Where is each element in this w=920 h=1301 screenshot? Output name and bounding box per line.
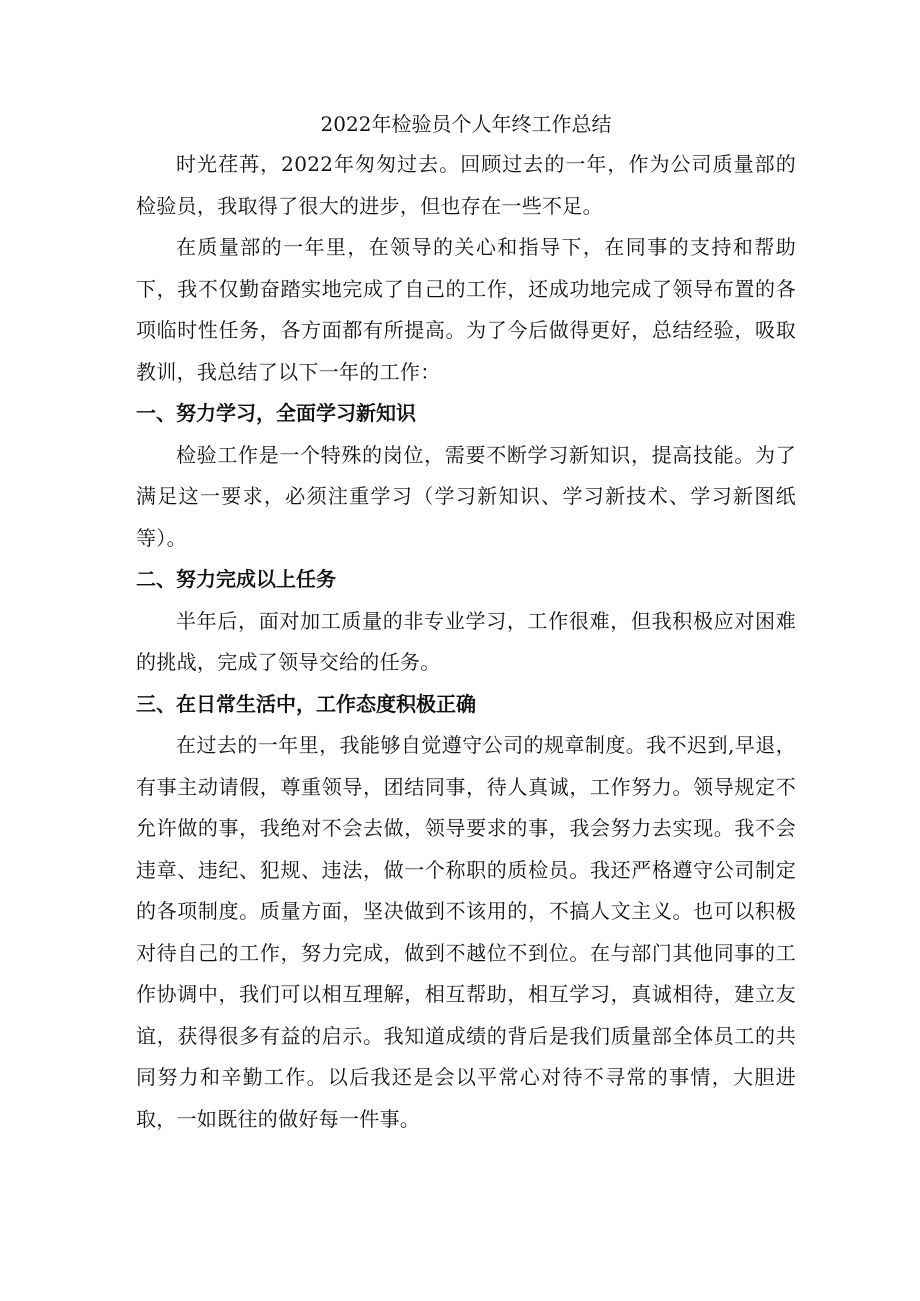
intro-paragraph: 在质量部的一年里，在领导的关心和指导下，在同事的支持和帮助下，我不仅勤奋踏实地完成了自己的工作，还成功地完成了领导布置的各项临时性任务，各方面都有所提高。为了今后做得更好，总结经验，吸取教训，我总结了以下一年的工作： [136,235,796,384]
intro-paragraph: 时光荏苒，2022年匆匆过去。回顾过去的一年，作为公司质量部的检验员，我取得了很大的进步，但也存在一些不足。 [136,152,796,218]
section-paragraph: 半年后，面对加工质量的非专业学习，工作很难，但我积极应对困难的挑战，完成了领导交给的任务。 [136,608,796,674]
document-title: 2022年检验员个人年终工作总结 [320,112,612,136]
section [136,393,796,559]
section-paragraph: 在过去的一年里，我能够自觉遵守公司的规章制度。我不迟到,早退，有事主动请假，尊重领导，团结同事，待人真诚，工作努力。领导规定不允许做的事，我绝对不会去做，领导要求的事，我会努力去实现。我不会违章、违纪、犯规、违法，做一个称职的质检员。我还严格遵守公司制定的各项制度。质量方面，坚决做到不该用的，不搞人文主义。也可以积极对待自己的工作，努力完成，做到不越位不到位。在与部门其他同事的工作协调中，我们可以相互理解，相互帮助，相互学习，真诚相待，建立友谊，获得很多有益的启示。我知道成绩的背后是我们质量部全体员工的共同努力和辛勤工作。以后我还是会以平常心对待不寻常的事情，大胆进取，一如既往的做好每一件事。 [136,733,796,1131]
document-body [136,108,796,1140]
section [136,559,796,684]
section-heading: 二、努力完成以上任务 [136,567,336,591]
section-heading: 一、努力学习，全面学习新知识 [136,401,416,425]
section-heading: 三、在日常生活中，工作态度积极正确 [136,691,476,716]
section [136,684,796,1141]
section-paragraph: 检验工作是一个特殊的岗位，需要不断学习新知识，提高技能。为了满足这一要求，必须注重学习（学习新知识、学习新技术、学习新图纸等）。 [136,442,796,550]
